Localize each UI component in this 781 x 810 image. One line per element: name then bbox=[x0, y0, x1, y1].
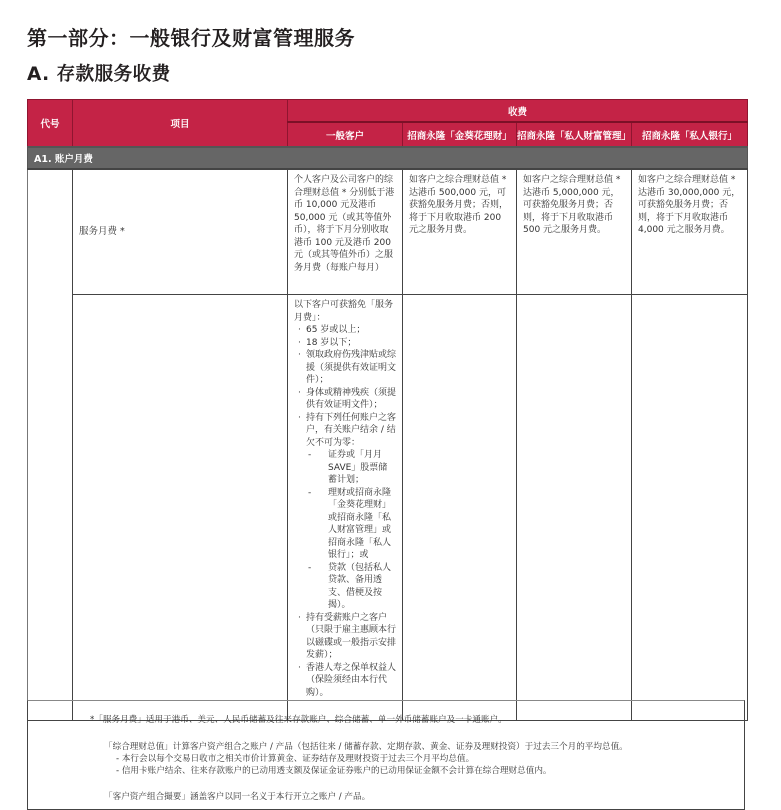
header-code: 代号 bbox=[28, 100, 73, 148]
header-tier-general: 一般客户 bbox=[288, 122, 403, 147]
header-tier-private-wealth: 招商永隆「私人财富管理」 bbox=[517, 122, 632, 147]
waiver-item: · 持有受薪账户之客户（只限于雇主惠顾本行以磁碟或一般指示安排发薪）； bbox=[294, 612, 396, 662]
part-title: 第一部分：一般银行及财富管理服务 bbox=[27, 26, 355, 50]
footnote-calc-method: - 本行会以每个交易日收市之相关市价计算黄金、证券结存及理财投资于过去三个月平均总值。 bbox=[116, 754, 475, 764]
waiver-intro: 以下客户可获豁免「服务月费」： bbox=[294, 300, 394, 323]
empty-cell bbox=[403, 295, 517, 721]
fee-general: 个人客户及公司客户的综合理财总值 * 分别低于港币 10,000 元及港币 50,000 元（或其等值外币），将于下月分别收取港币 100 元及港币 200 元（或其等值外币）之服务月费（每账户每月） bbox=[288, 169, 403, 295]
waiver-sub-item: - 证券或「月月 SAVE」股票储蓄计划； bbox=[306, 449, 396, 487]
waiver-item: · 18 岁以下； bbox=[294, 337, 396, 350]
waiver-item: · 香港人寿之保单权益人（保险须经由本行代购）。 bbox=[294, 662, 396, 700]
waiver-sub-item: - 理财或招商永隆「金葵花理财」或招商永隆「私人财富管理」或招商永隆「私人银行」；或 bbox=[306, 487, 396, 562]
fee-private-wealth: 如客户之综合理财总值 * 达港币 5,000,000 元，可获豁免服务月费；否则，将于下月收取港币 500 元之服务月费。 bbox=[517, 169, 632, 295]
footnote-portfolio-summary: 「客户资产组合撮要」涵盖客户以同一名义于本行开立之账户 / 产品。 bbox=[104, 792, 371, 802]
table-row bbox=[28, 169, 748, 295]
empty-cell bbox=[632, 295, 748, 721]
fee-table bbox=[27, 99, 748, 721]
item-cell: 服务月费 * bbox=[73, 169, 288, 295]
waiver-item-accounts bbox=[294, 412, 396, 612]
code-cell bbox=[28, 169, 73, 721]
waiver-item: · 领取政府伤残津贴或综援（须提供有效证明文件）； bbox=[294, 349, 396, 387]
footnote-service-fee: *「服务月费」适用于港币、美元、人民币储蓄及往来存款账户、综合储蓄、单一外币储蓄账户及一卡通账户。 bbox=[90, 715, 507, 725]
fee-private-banking: 如客户之综合理财总值 * 达港币 30,000,000 元，可获豁免服务月费；否则，将于下月收取港币 4,000 元之服务月费。 bbox=[632, 169, 748, 295]
header-item: 项目 bbox=[73, 100, 288, 148]
header-fees: 收费 bbox=[288, 100, 748, 123]
waiver-item-text: 持有下列任何账户之客户，有关账户结余 / 结欠不可为零： bbox=[306, 412, 397, 448]
header-tier-private-banking: 招商永隆「私人银行」 bbox=[632, 122, 748, 147]
waiver-conditions bbox=[288, 295, 403, 721]
waiver-item: · 65 岁或以上； bbox=[294, 324, 396, 337]
waiver-item: · 身体或精神残疾（须提供有效证明文件）； bbox=[294, 387, 396, 412]
item-cell-empty bbox=[73, 295, 288, 721]
footnote-exclusions: - 信用卡账户结余、往来存款账户的已动用透支额及保证金证券账户的已动用保证金额不会计算在综合理财总值内。 bbox=[116, 766, 552, 776]
waiver-list bbox=[294, 324, 396, 699]
footnote-total-relationship: 「综合理财总值」计算客户资产组合之账户 / 产品（包括往来 / 储蓄存款、定期存款、黄金、证券及理财投资）于过去三个月的平均总值。 bbox=[104, 742, 628, 752]
header-tier-sunflower: 招商永隆「金葵花理财」 bbox=[403, 122, 517, 147]
fee-sunflower: 如客户之综合理财总值 * 达港币 500,000 元，可获豁免服务月费；否则，将于下月收取港币 200 元之服务月费。 bbox=[403, 169, 517, 295]
table-row bbox=[28, 295, 748, 721]
waiver-sub-item: - 贷款（包括私人贷款、备用透支、借梗及按揭）。 bbox=[306, 562, 396, 612]
waiver-sub-list bbox=[306, 449, 396, 612]
footnotes bbox=[27, 700, 745, 810]
section-a1: A1. 账户月费 bbox=[28, 147, 748, 169]
section-title: A. 存款服务收费 bbox=[27, 64, 171, 85]
empty-cell bbox=[517, 295, 632, 721]
